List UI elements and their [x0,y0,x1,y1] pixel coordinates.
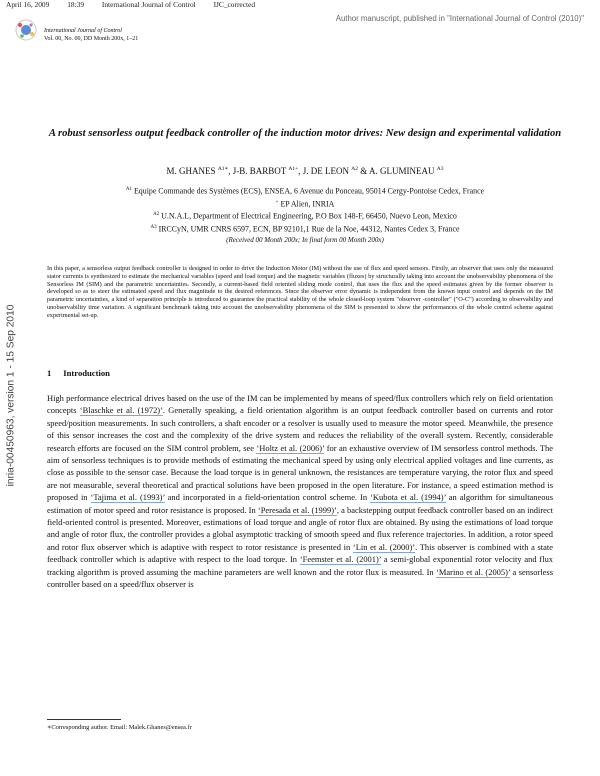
journal-logo-icon [14,18,38,42]
author-sup: A1+ [288,166,299,172]
affiliation-sup: + [275,199,279,205]
affiliation-text: IRCCyN, UMR CNRS 6597, ECN, BP 92101,1 Rue de la Noe, 44312, Nantes Cedex 3, France [158,224,460,234]
running-header [6,0,446,11]
header-file: IJC_corrected [213,0,256,9]
footnote-rule [47,719,121,720]
abstract: In this paper, a sensorless output feedback controller is designed in order to drive the Induction Motor (IM) without the use of flux and speed sensors. Firstly, an observer that uses only the measured stator currents is synthesized to estimate the mechanical variables (speed and load torque) and the magnetic variables (fluxes) by structurally taking into account the unobservability phenomena of the Sensorless IM (SIM) and the parametric uncertainties. Secondly, a current-based field oriented sliding mode control, that uses the flux and the speed estimates given by the former observer is developed so as to steer the estimated speed and flux magnitude to the desired references. Since the observer error dynamic is independent from the known input control and depends on the IM parametric uncertainties, a kind of separation principle is introduced to guarantee the practical stability of the whole closed-loop system "observer -controller" ("O-C") according to observability and unobservability time variation. A significant benchmark taking into account the unobservability phenomena of the SIM is presented to show the performances of the whole control scheme against experimental set-up. [47,265,553,319]
citation-link[interactable]: ‘Marino et al. (2005)’ [436,566,511,577]
author-name: J. DE LEON [302,166,349,176]
journal-name: International Journal of Control [44,28,122,34]
citation-link[interactable]: ‘Feemster et al. (2001)’ [299,554,381,565]
citation-link[interactable]: ‘Lin et al. (2000)’ [352,541,416,552]
citation-link[interactable]: ‘Peresada et al. (1999)’ [257,504,337,515]
author-sep: , [228,166,231,176]
affiliation-text: EP Alien, INRIA [280,199,335,209]
section-heading [47,368,110,378]
intro-text: for an exhaustive overview of IM sensorless control methods. The aim of sensorless techniques is to provide methods of estimating the mechanical speed by using only electrical applied voltages and line currents, as close as possible to the sensor case. Because the load torque is in general unknown, the resistances are temperature varying, the rotor flux and speed are not measurable, several theoretical and practical solutions have been proposed in the open literature. For instance, a speed estimation method is proposed in [47,442,553,503]
introduction-body [47,392,553,591]
intro-text: a semi-global exponential rotor velocity and flux tracking algorithm is proved assuming the machine parameters are well known and the rotor flux is measured. In [47,554,554,577]
header-journal: International Journal of Control [101,0,196,9]
intro-text: a sensorless controller based on a speed/flux observer is [47,566,553,590]
intro-text: . Generally speaking, a field orientation algorithm is an output feedback controller based on currents and rotor speed/position measurements. In such controllers, a shaft encoder or a resolver is usually used to measure the motor speed. Meanwhile, the presence of this sensor increases the cost and the complexity of the drive system and reduces the reliability of the overall system. Recently, considerable research efforts are focused on the SIM control problem, see [47,405,553,453]
affiliations [40,184,570,246]
side-stamp [4,270,18,520]
citation-link[interactable]: ‘Tajima et al. (1993)’ [90,492,165,503]
author-manuscript-note: Author manuscript, published in "International Journal of Control (2010)" [335,14,584,23]
section-number: 1 [47,368,52,378]
intro-text: High performance electrical drives based on the use of the IM can be implemented by means of speed/flux controllers which rely on field orientation concepts [47,393,553,416]
citation-link[interactable]: ‘Kubota et al. (1994)’ [370,492,446,503]
author-sep: , [298,166,301,176]
journal-volume: Vol. 00, No. 00, DD Month 200x, 1–21 [44,36,139,42]
citation-link[interactable]: ‘Blaschke et al. (1972)’ [79,405,163,416]
affiliation-plus [40,197,570,210]
author-list [40,166,570,176]
section-title: Introduction [63,368,110,378]
affiliation-a1 [40,184,570,197]
author-sup: A2 [351,166,358,172]
affiliation-sup: A3 [150,224,157,230]
header-time: 18:39 [67,0,85,9]
affiliation-a3 [40,222,570,235]
received-dates: (Received 00 Month 200x; In final form 00 Month 200x) [226,235,384,244]
corresponding-author-footnote: ∗Corresponding author. Email: Malek.Ghanes@ensea.fr [47,724,192,731]
citation-link[interactable]: ‘Holtz et al. (2006)’ [256,442,325,453]
side-stamp-text: inria-00450963, version 1 - 15 Sep 2010 [5,304,17,486]
affiliation-sup: A2 [153,212,160,218]
intro-text: , a backstepping output feedback controller based on an indirect field-oriented control is presented. Moreover, estimations of load torque and angle of rotor flux are obtained. By using the estimations of load torque and angle of rotor flux, the controller provides a global asymptotic tracking of smooth speed and flux reference trajectories. In addition, a rotor speed and rotor flux observer which is adaptive with respect to rotor resistance is presented in [47,504,554,552]
affiliation-text: Equipe Commande des Systèmes (ECS), ENSEA, 6 Avenue du Ponceau, 95014 Cergy-Pontoise Cedex, France [133,186,485,196]
author-name: M. GHANES [166,166,216,176]
affiliation-a2 [40,209,570,222]
author-sup: A3 [436,166,444,172]
intro-text: . This observer is combined with a state feedback controller which is adaptive with respect to the load torque. In [47,541,553,565]
intro-text: an algorithm for simultaneous estimation of motor speed and rotor resistance is proposed. In [47,492,553,515]
author-sup: A1∗ [217,166,229,172]
author-and: & [360,166,369,176]
paper-title: A robust sensorless output feedback controller of the induction motor drives: New design and experimental validation [48,128,562,139]
author-name: J-B. BARBOT [232,166,287,176]
intro-text: and incorporated in a field-orientation control scheme. In [164,492,371,503]
affiliation-sup: A1 [125,187,132,192]
author-name: A. GLUMINEAU [368,166,435,176]
header-date: April 16, 2009 [6,0,50,9]
journal-info [44,27,138,43]
affiliation-text: U.N.A.L, Department of Electrical Engineering, P.O Box 148-F, 66450, Nuevo Leon, Mexico [161,211,457,221]
